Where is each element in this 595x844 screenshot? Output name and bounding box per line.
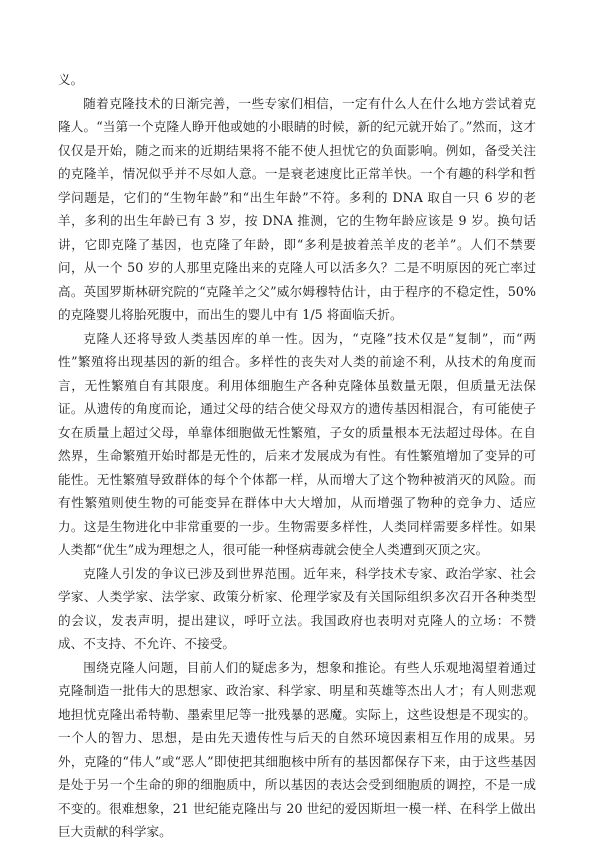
paragraph-global-controversy: 克隆人引发的争议已涉及到世界范围。近年来，科学技术专家、政治学家、社会学家、人类学家、法学家、政策分析家、伦理学家及有关国际组织多次召开各种类型的会议，发表声明，提出建议，呼吁立法。我国政府也表明对克隆人的立场：不赞成、不支持、不允许、不接受。 [58, 565, 536, 651]
paragraph-speculation: 围绕克隆人问题，目前人们的疑虑多为，想象和推论。有些人乐观地渴望着通过克隆制造一批伟大的思想家、政治家、科学家、明星和英雄等杰出人才；有人则悲观地担忧克隆出希特勒、墨索里尼等一批残暴的恶魔。实际上，这些设想是不现实的。一个人的智力、思想，是由先天遗传性与后天的自然环境因素相互作用的成果。另外，克隆的“伟人”或“恶人”即使把其细胞核中所有的基因都保存下来，由于这些基因是处于另一个生命的卵的细胞质中，所以基因的表达会受到细胞质的调控，不是一成不变的。很难想象，21 世纪能克隆出与 20 世纪的爱因斯坦一模一样、在科学上做出巨大贡献的科学家。 [58, 659, 536, 839]
paragraph-gene-pool: 克隆人还将导致人类基因库的单一性。因为，“克隆”技术仅是“复制”，而“两性”繁殖将出现基因的新的组合。多样性的丧失对人类的前途不利，从技术的角度而言，无性繁殖自有其限度。利用体细胞生产各种克隆体虽数量无限，但质量无法保证。从遗传的角度而论，通过父母的结合使父母双方的遗传基因相混合，有可能使子女在质量上超过父母，单靠体细胞做无性繁殖，子女的质量根本无法超过母体。在自然界，生命繁殖开始时都是无性的，后来才发展成为有性。有性繁殖增加了变异的可能性。无性繁殖导致群体的每个个体都一样，从而增大了这个物种被消灭的风险。而有性繁殖则使生物的可能变异在群体中大大增加，从而增强了物种的竞争力、适应力。这是生物进化中非常重要的一步。生物需要多样性，人类同样需要多样性。如果人类都“优生”成为理想之人，很可能一种怪病毒就会使全人类遭到灭顶之灾。 [58, 330, 536, 557]
document-body [58, 68, 536, 844]
paragraph-continuation: 义。 [58, 72, 84, 87]
paragraph-cloning-concerns: 随着克隆技术的日渐完善，一些专家们相信，一定有什么人在什么地方尝试着克隆人。“当第一个克隆人睁开他或她的小眼睛的时候，新的纪元就开始了。”然而，这才仅仅是开始，随之而来的近期结果将不能不使人担忧它的负面影响。例如，备受关注的克隆羊，情况似乎并不尽如人意。一是衰老速度比正常羊快。一个有趣的科学和哲学问题是，它们的“生物年龄”和“出生年龄”不符。多利的 DNA 取自一只 6 岁的老羊，多利的出生年龄已有 3 岁，按 DNA 推测，它的生物年龄应该是 9 岁。换句话讲，它即克隆了基因，也克隆了年龄，即“多利是披着羔羊皮的老羊”。人们不禁要问，从一个 50 岁的人那里克隆出来的克隆人可以活多久？二是不明原因的死亡率过高。英国罗斯林研究院的“克隆羊之父”威尔姆穆特估计，由于程序的不稳定性，50%的克隆婴儿将胎死腹中，而出生的婴儿中有 1/5 将面临夭折。 [58, 95, 536, 322]
